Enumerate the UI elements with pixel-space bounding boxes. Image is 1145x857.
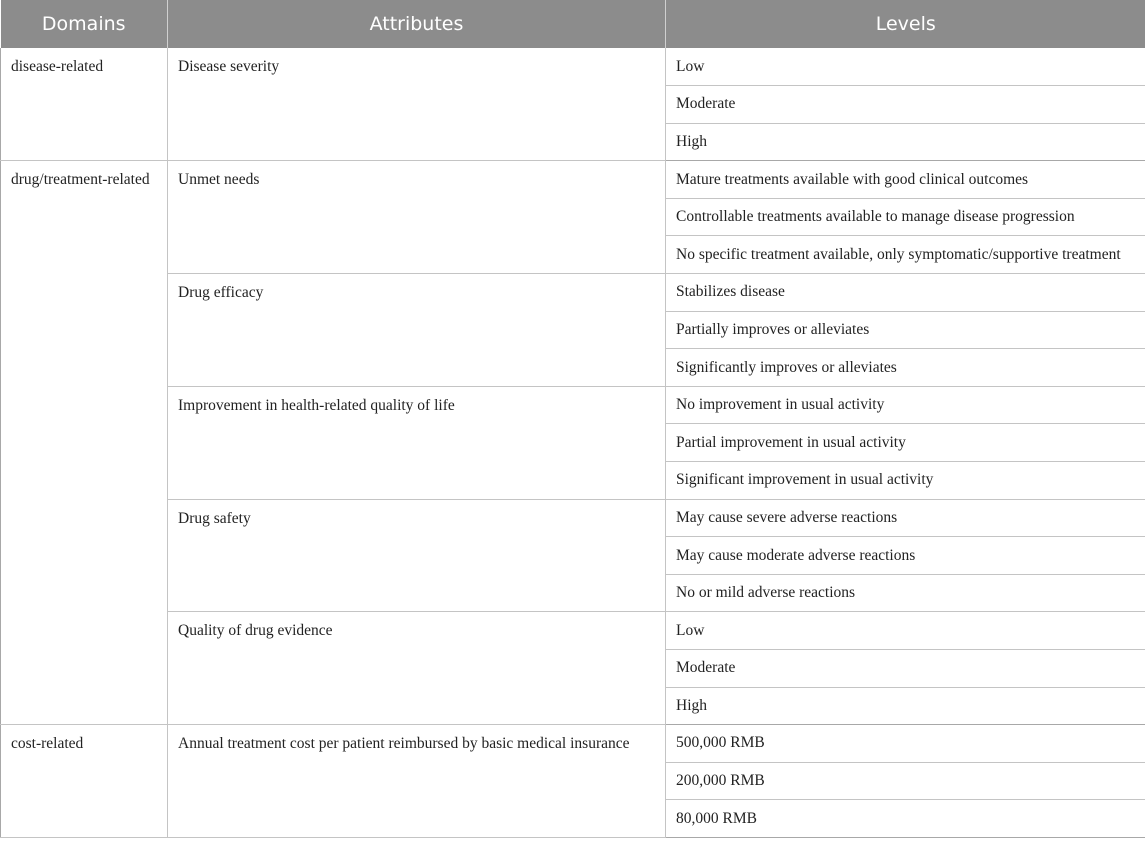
level-cell: May cause moderate adverse reactions	[666, 537, 1145, 575]
header-row	[1, 0, 1145, 48]
level-cell: 200,000 RMB	[666, 762, 1145, 800]
domain-cell-drug: drug/treatment-related	[1, 161, 168, 725]
table-row	[1, 386, 1145, 424]
table-row	[1, 725, 1145, 763]
attribute-cell-hrqol: Improvement in health-related quality of life	[168, 386, 666, 499]
table-row	[1, 499, 1145, 537]
level-cell: Controllable treatments available to manage disease progression	[666, 198, 1145, 236]
attribute-cell-evidence-quality: Quality of drug evidence	[168, 612, 666, 725]
level-cell: High	[666, 123, 1145, 161]
table-row	[1, 274, 1145, 312]
header-attributes: Attributes	[168, 0, 666, 48]
level-cell: 500,000 RMB	[666, 725, 1145, 763]
level-cell: 80,000 RMB	[666, 800, 1145, 838]
level-cell: Significantly improves or alleviates	[666, 349, 1145, 387]
domain-cell-disease: disease-related	[1, 48, 168, 161]
table-row	[1, 612, 1145, 650]
attribute-cell-annual-cost: Annual treatment cost per patient reimbursed by basic medical insurance	[168, 725, 666, 838]
level-cell: Significant improvement in usual activity	[666, 462, 1145, 500]
level-cell: Partially improves or alleviates	[666, 311, 1145, 349]
level-cell: Partial improvement in usual activity	[666, 424, 1145, 462]
level-cell: Low	[666, 48, 1145, 86]
level-cell: No improvement in usual activity	[666, 386, 1145, 424]
level-cell: High	[666, 687, 1145, 725]
level-cell: No or mild adverse reactions	[666, 574, 1145, 612]
level-cell: Mature treatments available with good clinical outcomes	[666, 161, 1145, 199]
header-domains: Domains	[1, 0, 168, 48]
level-cell: Stabilizes disease	[666, 274, 1145, 312]
attribute-cell-drug-efficacy: Drug efficacy	[168, 274, 666, 387]
level-cell: Low	[666, 612, 1145, 650]
level-cell: Moderate	[666, 86, 1145, 124]
table-row	[1, 48, 1145, 86]
table-row	[1, 161, 1145, 199]
attribute-cell-unmet-needs: Unmet needs	[168, 161, 666, 274]
attribute-cell-disease-severity: Disease severity	[168, 48, 666, 161]
domain-cell-cost: cost-related	[1, 725, 168, 838]
header-levels: Levels	[666, 0, 1145, 48]
level-cell: No specific treatment available, only symptomatic/supportive treatment	[666, 236, 1145, 274]
level-cell: Moderate	[666, 650, 1145, 688]
attribute-cell-drug-safety: Drug safety	[168, 499, 666, 612]
level-cell: May cause severe adverse reactions	[666, 499, 1145, 537]
